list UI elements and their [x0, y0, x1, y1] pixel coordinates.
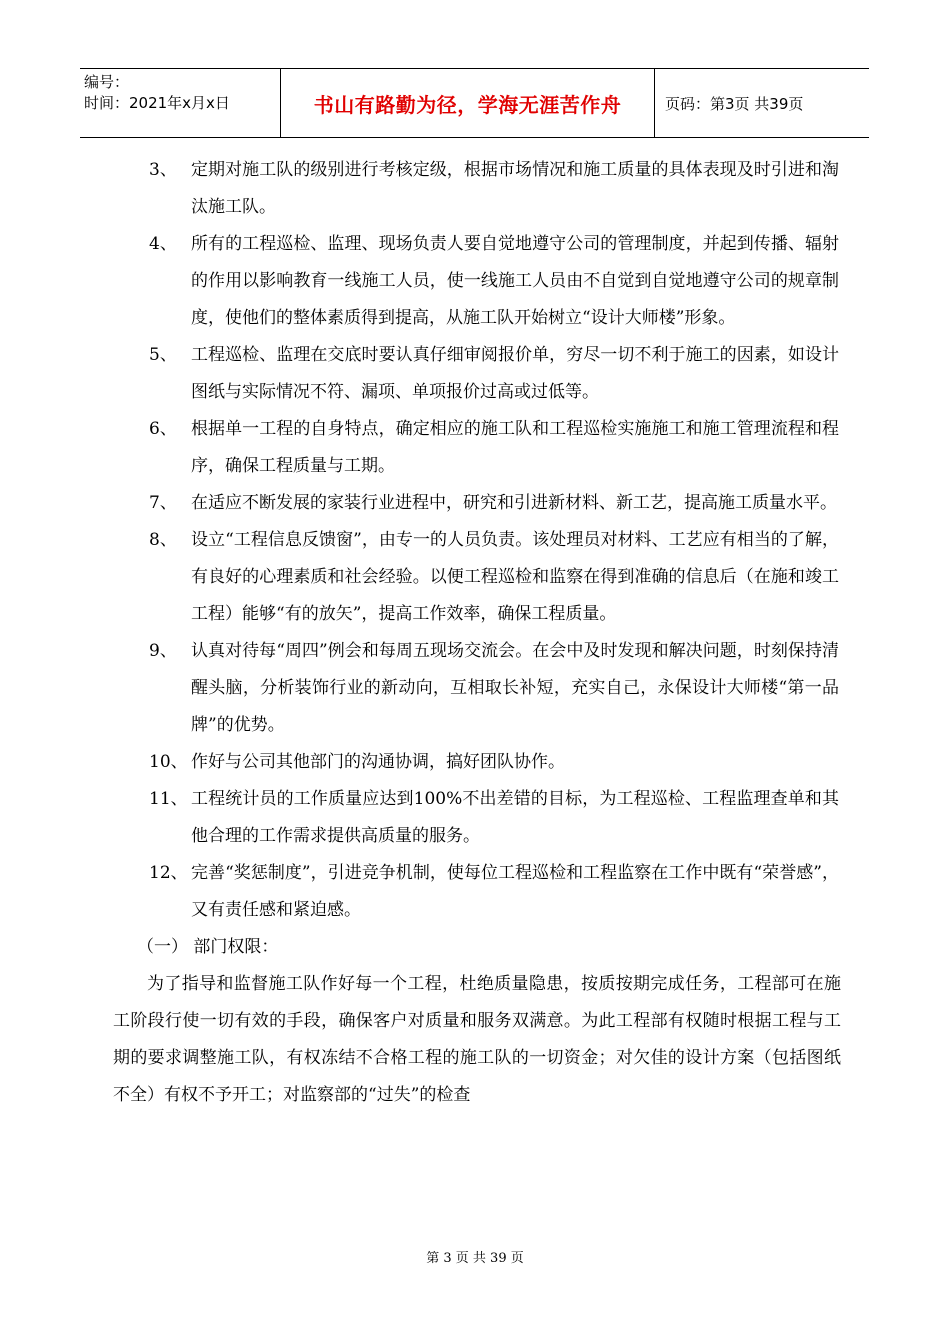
header-page-code: 页码：第3页 共39页 [665, 94, 804, 113]
list-item [149, 337, 839, 411]
list-item [149, 781, 839, 855]
header-meta [80, 69, 281, 137]
list-item [149, 633, 839, 744]
item-text: 完善“奖惩制度”，引进竞争机制，使每位工程巡检和工程监察在工作中既有“荣誉感”，又有责任感和紧迫感。 [191, 863, 839, 920]
item-number: 8、 [149, 530, 177, 550]
list-item [149, 485, 839, 522]
item-number: 3、 [149, 160, 177, 180]
item-number: 11、 [149, 789, 188, 809]
item-number: 10、 [149, 752, 188, 772]
body-paragraph: 为了指导和监督施工队作好每一个工程，杜绝质量隐患，按质按期完成任务，工程部可在施工阶段行使一切有效的手段，确保客户对质量和服务双满意。为此工程部有权随时根据工程与工期的要求调整施工队，有权冻结不合格工程的施工队的一切资金；对欠佳的设计方案（包括图纸不全）有权不予开工；对监察部的“过失”的检查 [113, 974, 841, 1105]
item-text: 定期对施工队的级别进行考核定级，根据市场情况和施工质量的具体表现及时引进和淘汰施工队。 [191, 160, 839, 217]
item-text: 工程统计员的工作质量应达到100%不出差错的目标，为工程巡检、工程监理查单和其他合理的工作需求提供高质量的服务。 [191, 789, 839, 846]
item-number: 5、 [149, 345, 177, 365]
list-item [149, 744, 839, 781]
item-text: 根据单一工程的自身特点，确定相应的施工队和工程巡检实施施工和施工管理流程和程序，确保工程质量与工期。 [191, 419, 839, 476]
item-text: 在适应不断发展的家装行业进程中，研究和引进新材料、新工艺，提高施工质量水平。 [191, 493, 837, 513]
date-label: 时间：2021年x月x日 [84, 94, 230, 112]
item-number: 9、 [149, 641, 177, 661]
item-number: 12、 [149, 863, 188, 883]
item-text: 所有的工程巡检、监理、现场负责人要自觉地遵守公司的管理制度，并起到传播、辐射的作用以影响教育一线施工人员，使一线施工人员由不自觉到自觉地遵守公司的规章制度，使他们的整体素质得到提高，从施工队开始树立“设计大师楼”形象。 [191, 234, 839, 328]
list-item [149, 522, 839, 633]
item-text: 作好与公司其他部门的沟通协调，搞好团队协作。 [191, 752, 565, 772]
item-number: 4、 [149, 234, 177, 254]
item-number: 7、 [149, 493, 177, 513]
serial-label: 编号： [84, 73, 130, 91]
document-body [0, 152, 950, 1114]
page-header [80, 68, 869, 138]
item-number: 6、 [149, 419, 177, 439]
list-item [149, 226, 839, 337]
list-item [149, 152, 839, 226]
item-text: 设立“工程信息反馈窗”，由专一的人员负责。该处理员对材料、工艺应有相当的了解，有良好的心理素质和社会经验。以便工程巡检和监察在得到准确的信息后（在施和竣工工程）能够“有的放矢”，提高工作效率，确保工程质量。 [191, 530, 839, 624]
page-footer: 第 3 页 共 39 页 [426, 1251, 524, 1266]
list-item [149, 855, 839, 929]
list-item [149, 411, 839, 485]
item-text: 工程巡检、监理在交底时要认真仔细审阅报价单，穷尽一切不利于施工的因素，如设计图纸与实际情况不符、漏项、单项报价过高或过低等。 [191, 345, 839, 402]
section-title: （一） 部门权限： [137, 937, 279, 957]
item-text: 认真对待每“周四”例会和每周五现场交流会。在会中及时发现和解决问题，时刻保持清醒头脑，分析装饰行业的新动向，互相取长补短，充实自己，永保设计大师楼“第一品牌”的优势。 [191, 641, 839, 735]
header-motto: 书山有路勤为径，学海无涯苦作舟 [281, 69, 655, 137]
